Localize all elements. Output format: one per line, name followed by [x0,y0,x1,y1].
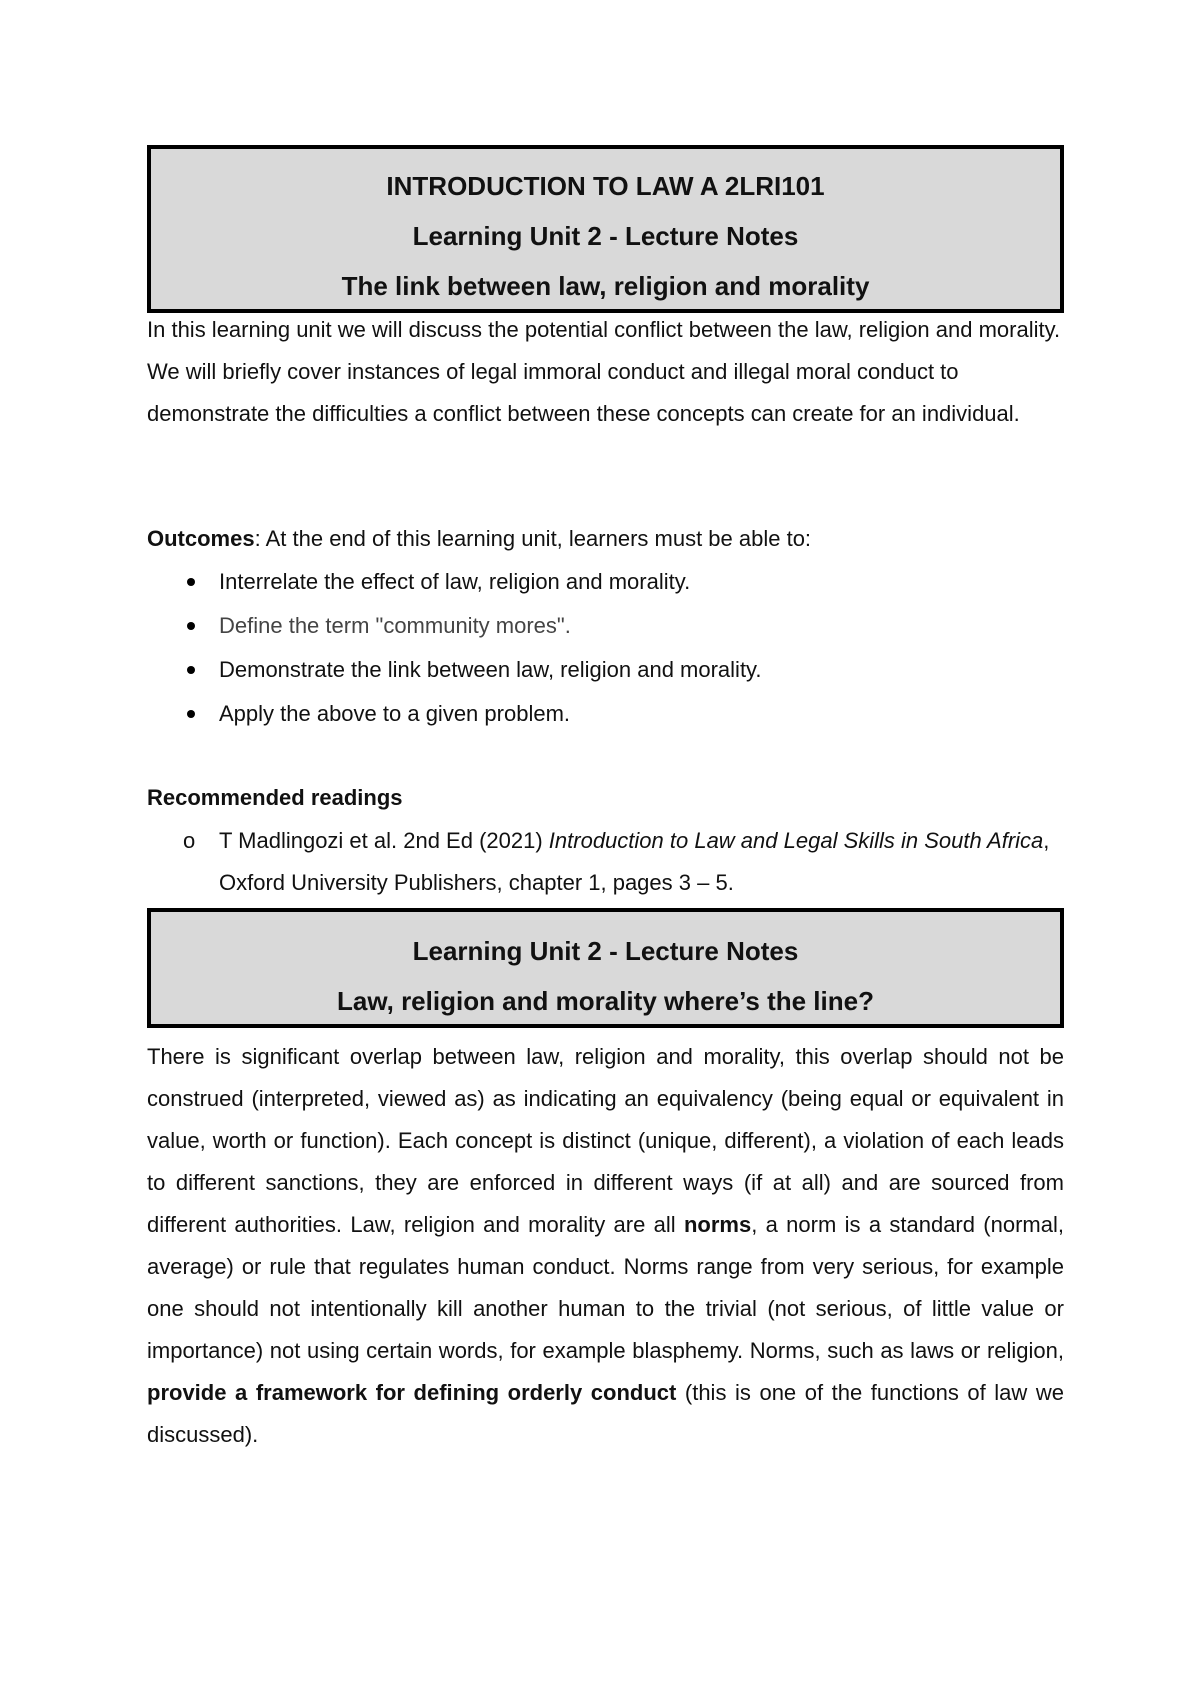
body-bold-norms: norms [683,1212,752,1237]
reading-citation [219,820,1064,904]
course-title: INTRODUCTION TO LAW A 2LRI101 [386,171,825,201]
body-paragraph [147,1036,1064,1456]
list-item: Apply the above to a given problem. [147,692,1064,736]
reading-item [147,820,1064,904]
outcomes-lead: : At the end of this learning unit, learners must be able to: [254,526,812,551]
reading-book-title: Introduction to Law and Legal Skills in South Africa [548,828,1044,853]
unit-title: Learning Unit 2 - Lecture Notes [412,221,799,251]
list-item: Define the term "community mores". [147,604,1064,648]
body-text-3: (this is one of the functions of law we discussed). [147,1380,1064,1447]
outcomes-label: Outcomes [147,526,255,551]
list-item: Demonstrate the link between law, religion and morality. [147,648,1064,692]
body-text-2: , a norm is a standard (normal, average) or rule that regulates human conduct. Norms range from very serious, for example one should not intentionally kill another human to the trivial (not serious, of little value or importance) not using certain words, for example blasphemy. Norms, such as laws or religion, [147,1212,1064,1363]
readings-heading: Recommended readings [147,785,403,810]
list-item: Interrelate the effect of law, religion and morality. [147,560,1064,604]
body-text-1: There is significant overlap between law, religion and morality, this overlap should not be construed (interpreted, viewed as) as indicating an equivalency (being equal or equivalent in value, worth or function). Each concept is distinct (unique, different), a violation of each leads to different sanctions, they are enforced in different ways (if at all) and are sourced from different authorities. Law, religion and morality are all [147,1044,1064,1237]
reading-prefix: T Madlingozi et al. 2nd Ed (2021) [219,828,549,853]
section-unit-title: Learning Unit 2 - Lecture Notes [412,936,799,966]
section-topic: Law, religion and morality where’s the line? [337,986,874,1016]
outcomes-intro [147,518,1064,560]
section-box [147,908,1064,1028]
title-box [147,145,1064,313]
intro-paragraph: In this learning unit we will discuss the potential conflict between the law, religion and morality. We will briefly cover instances of legal immoral conduct and illegal moral conduct to demonstrate the difficulties a conflict between these concepts can create for an individual. [147,317,1061,426]
outcomes-list [147,560,1064,736]
reading-suffix: , Oxford University Publishers, chapter 1, pages 3 – 5. [219,828,1050,895]
hollow-bullet-icon: o [183,828,196,853]
unit-topic: The link between law, religion and morality [341,271,870,301]
body-bold-framework: provide a framework for defining orderly conduct [147,1380,677,1405]
